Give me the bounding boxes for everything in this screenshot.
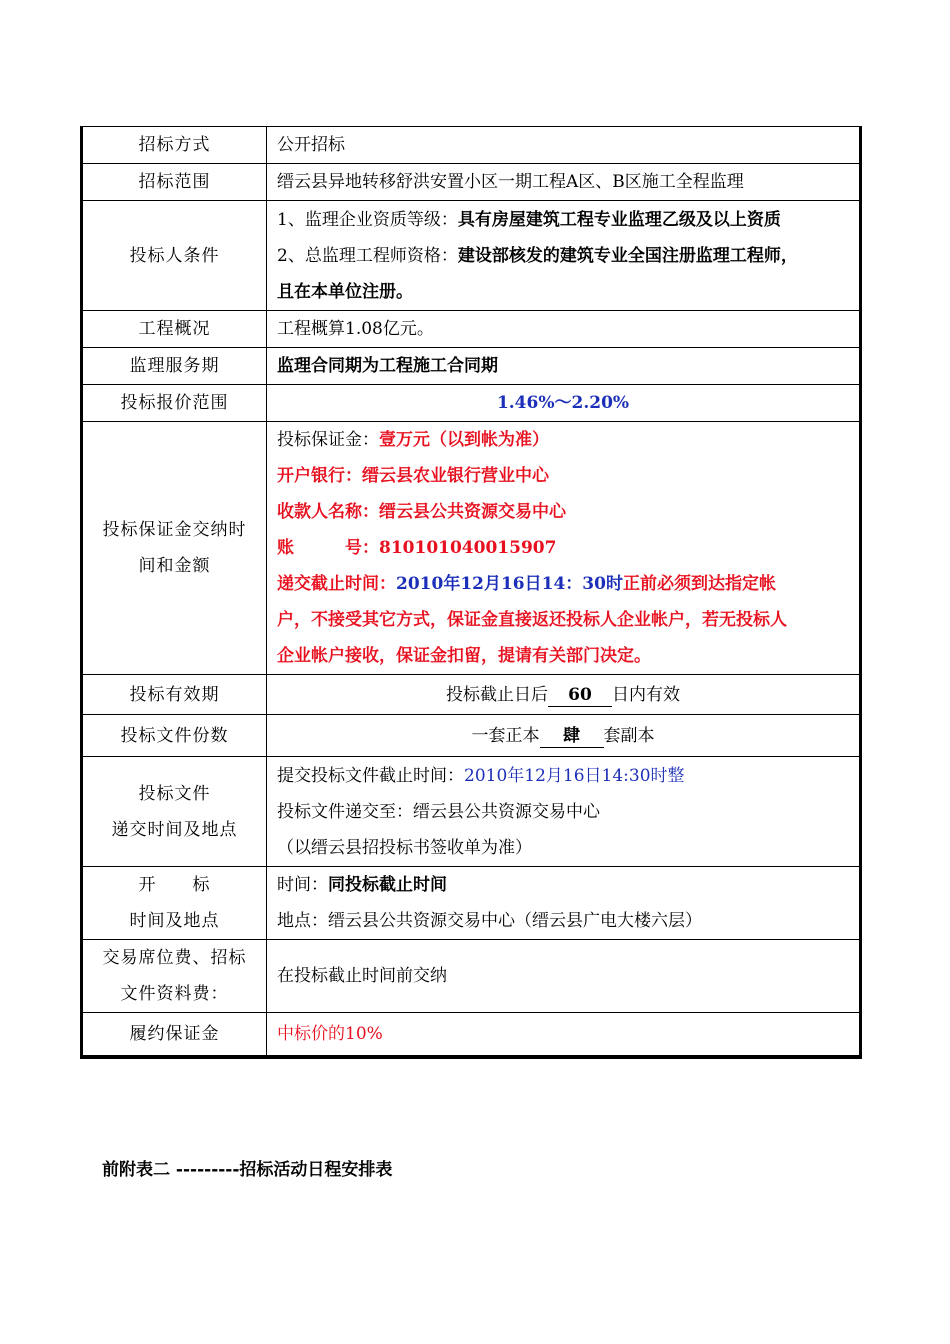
row-label: 投标文件 递交时间及地点 — [82, 757, 267, 867]
table-row — [82, 867, 861, 940]
validity-value: 投标截止日后 60 日内有效 — [267, 675, 861, 715]
row-label: 交易席位费、招标 文件资料费： — [82, 940, 267, 1013]
row-label: 投标报价范围 — [82, 385, 267, 422]
table-row — [82, 311, 861, 348]
row-label: 投标文件份数 — [82, 715, 267, 757]
account-line: 账 号：810101040015907 — [277, 538, 557, 558]
performance-bond-value: 中标价的10% — [267, 1013, 861, 1057]
row-value: 公开招标 — [267, 127, 861, 164]
submission-time: 2010年12月16日14:30时整 — [464, 765, 685, 786]
opening-time: 同投标截止时间 — [328, 875, 447, 895]
bid-info-table — [80, 126, 862, 1059]
condition-line: 2、总监理工程师资格：建设部核发的建筑专业全国注册监理工程师， — [277, 245, 798, 266]
table-row — [82, 127, 861, 164]
copies-count: 肆 — [540, 725, 604, 748]
table-row — [82, 201, 861, 311]
table-row — [82, 385, 861, 422]
payee-line: 收款人名称：缙云县公共资源交易中心 — [277, 502, 566, 522]
opening-details: 时间：同投标截止时间 地点：缙云县公共资源交易中心（缙云县广电大楼六层） — [267, 867, 861, 940]
bidder-conditions — [267, 201, 861, 311]
row-label: 工程概况 — [82, 311, 267, 348]
condition-line: 1、监理企业资质等级：具有房屋建筑工程专业监理乙级及以上资质 — [277, 209, 781, 230]
opening-place: 地点：缙云县公共资源交易中心（缙云县广电大楼六层） — [277, 911, 702, 931]
submission-place: 投标文件递交至：缙云县公共资源交易中心 — [277, 801, 600, 822]
row-label: 招标方式 — [82, 127, 267, 164]
deadline-line: 递交截止时间：2010年12月16日14：30时正前必须到达指定帐 — [277, 574, 776, 594]
bank-line: 开户银行：缙云县农业银行营业中心 — [277, 466, 549, 486]
row-value: 监理合同期为工程施工合同期 — [267, 348, 861, 385]
price-range: 1.46%～2.20% — [267, 385, 861, 422]
validity-days: 60 — [548, 684, 612, 707]
row-label: 投标有效期 — [82, 675, 267, 715]
row-label: 履约保证金 — [82, 1013, 267, 1057]
row-value: 工程概算1.08亿元。 — [267, 311, 861, 348]
section-title: 前附表二 ---------招标活动日程安排表 — [102, 1160, 393, 1180]
row-label: 开 标 时间及地点 — [82, 867, 267, 940]
table-row — [82, 164, 861, 201]
deadline-line: 户，不接受其它方式，保证金直接返还投标人企业帐户，若无投标人 — [277, 610, 787, 630]
row-label: 监理服务期 — [82, 348, 267, 385]
copies-value: 一套正本 肆 套副本 — [267, 715, 861, 757]
deposit-amount: 壹万元（以到帐为准） — [379, 430, 549, 450]
row-value: 缙云县异地转移舒洪安置小区一期工程A区、B区施工全程监理 — [267, 164, 861, 201]
table-row — [82, 715, 861, 757]
row-label: 投标人条件 — [82, 201, 267, 311]
row-label: 招标范围 — [82, 164, 267, 201]
submission-details: 提交投标文件截止时间：2010年12月16日14:30时整 投标文件递交至：缙云县公共资源交易中心 （以缙云县招投标书签收单为准） — [267, 757, 861, 867]
table-row — [82, 1013, 861, 1057]
bid-info-table-wrapper — [80, 126, 862, 1059]
submission-note: （以缙云县招投标书签收单为准） — [277, 837, 532, 858]
table-row — [82, 348, 861, 385]
table-row — [82, 757, 861, 867]
deadline-line: 企业帐户接收，保证金扣留，提请有关部门决定。 — [277, 646, 651, 666]
deposit-details: 投标保证金：壹万元（以到帐为准） 开户银行：缙云县农业银行营业中心 收款人名称：缙云县公共资源交易中心 账 号：810101040015907 递交截止时间：2010年12月16日14：30时正前必须到达指定帐 户，不接受其它方式，保证金直接返还投标人企业帐户，若无投标人 企业帐户接收，保证金扣留，提请有关部门决定。 — [267, 422, 861, 675]
condition-line: 且在本单位注册。 — [277, 281, 413, 302]
table-row — [82, 940, 861, 1013]
row-label: 投标保证金交纳时 间和金额 — [82, 422, 267, 675]
row-value: 在投标截止时间前交纳 — [267, 940, 861, 1013]
table-row — [82, 422, 861, 675]
table-row — [82, 675, 861, 715]
